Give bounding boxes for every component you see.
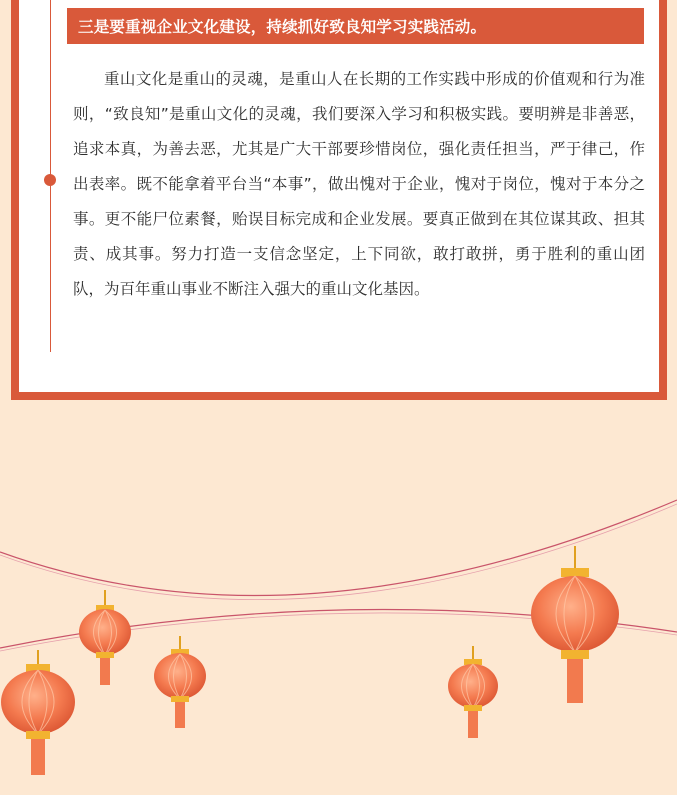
section-paragraph: 重山文化是重山的灵魂，是重山人在长期的工作实践中形成的价值观和行为准则，“致良知”是重山文化的灵魂，我们要深入学习和积极实践。要明辨是非善恶，追求本真，为善去恶，尤其是广大干部要珍惜岗位，强化责任担当，严于律己，作出表率。既不能拿着平台当“本事”，做出愧对于企业，愧对于岗位，愧对于本分之事。更不能尸位素餐，贻误目标完成和企业发展。要真正做到在其位谋其政、担其责、成其事。努力打造一支信念坚定，上下同欲，敢打敢拼，勇于胜利的重山团队，为百年重山事业不断注入强大的重山文化基因。 (73, 70, 645, 298)
lantern-icon (154, 636, 206, 728)
section-heading-bar (67, 8, 644, 44)
article-card-frame (11, 0, 667, 400)
article-card (19, 0, 659, 392)
lantern-icon (1, 650, 75, 775)
timeline-dot-icon (44, 174, 56, 186)
lantern-icon (531, 546, 619, 703)
section-heading: 三是要重视企业文化建设，持续抓好致良知学习实践活动。 (78, 18, 487, 36)
lantern-icon (448, 646, 498, 738)
lantern-icon (79, 590, 131, 685)
lantern-decoration (0, 400, 677, 795)
